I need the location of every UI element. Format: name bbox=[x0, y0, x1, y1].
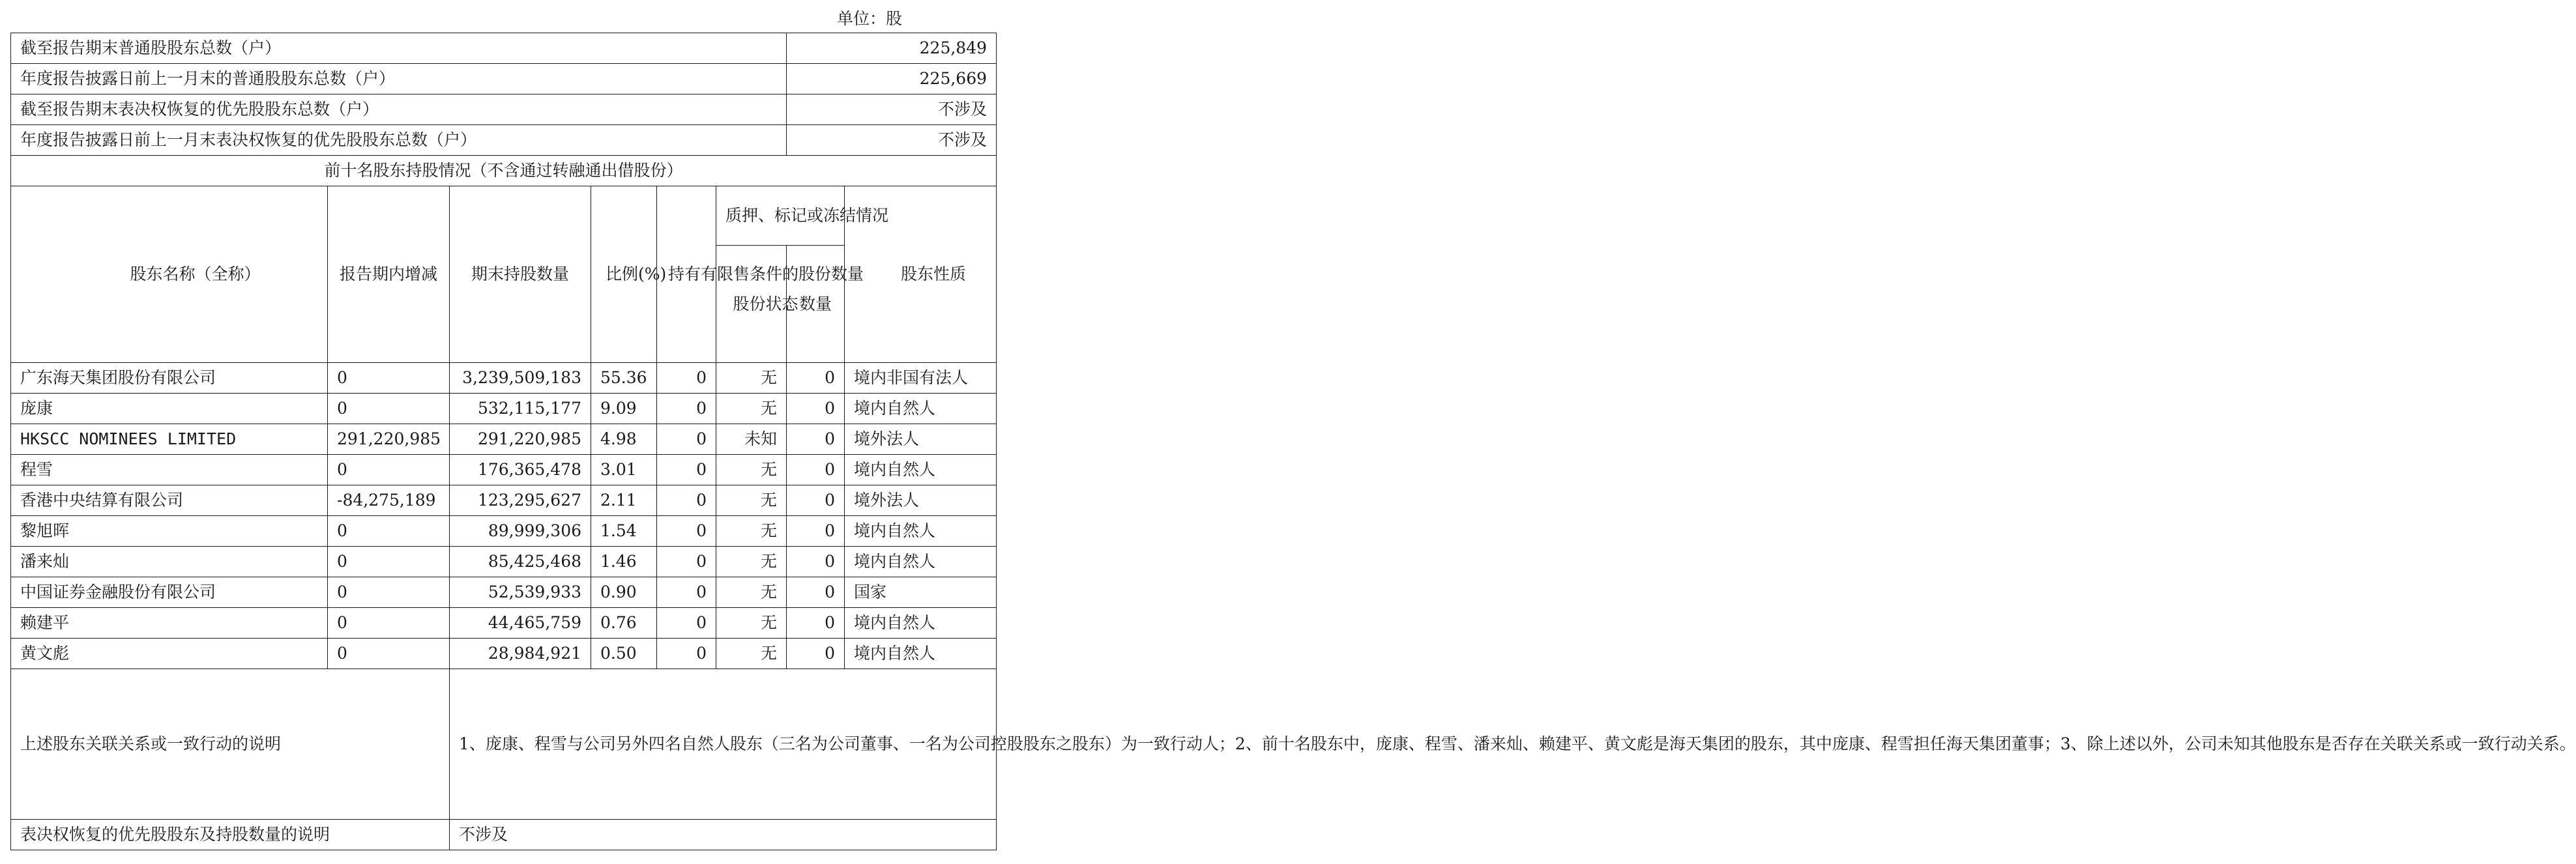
shareholder-holding: 532,115,177 bbox=[450, 394, 591, 424]
shareholder-change: 0 bbox=[328, 363, 450, 394]
shareholder-nature: 境内自然人 bbox=[845, 516, 997, 547]
shareholder-ratio: 3.01 bbox=[591, 455, 657, 485]
table-row bbox=[11, 455, 997, 485]
shareholder-nature: 境外法人 bbox=[845, 424, 997, 455]
summary-label: 年度报告披露日前上一月末的普通股股东总数（户） bbox=[11, 64, 787, 94]
shareholder-nature: 境内自然人 bbox=[845, 455, 997, 485]
table-row bbox=[11, 363, 997, 394]
header-share-status: 股份状态 bbox=[716, 246, 787, 363]
unit-label: 单位：股 bbox=[837, 9, 903, 28]
summary-row bbox=[11, 33, 997, 64]
table-row bbox=[11, 608, 997, 639]
shareholder-change: -84,275,189 bbox=[328, 485, 450, 516]
shareholder-share-status: 无 bbox=[716, 455, 787, 485]
shareholder-quantity: 0 bbox=[787, 455, 845, 485]
shareholder-ratio: 4.98 bbox=[591, 424, 657, 455]
header-quantity: 数量 bbox=[787, 246, 845, 363]
table-row bbox=[11, 639, 997, 669]
summary-row bbox=[11, 125, 997, 156]
shareholder-name: 庞康 bbox=[11, 394, 328, 424]
shareholder-ratio: 55.36 bbox=[591, 363, 657, 394]
shareholder-restricted: 0 bbox=[657, 485, 716, 516]
summary-row bbox=[11, 94, 997, 125]
summary-value: 225,669 bbox=[787, 64, 997, 94]
table-row bbox=[11, 394, 997, 424]
section-title-row bbox=[11, 156, 997, 186]
shareholder-name: 广东海天集团股份有限公司 bbox=[11, 363, 328, 394]
shareholder-ratio: 1.46 bbox=[591, 547, 657, 577]
summary-value: 不涉及 bbox=[787, 94, 997, 125]
shareholder-ratio: 1.54 bbox=[591, 516, 657, 547]
summary-label: 截至报告期末表决权恢复的优先股股东总数（户） bbox=[11, 94, 787, 125]
shareholder-restricted: 0 bbox=[657, 608, 716, 639]
shareholder-restricted: 0 bbox=[657, 547, 716, 577]
shareholder-holding: 89,999,306 bbox=[450, 516, 591, 547]
shareholder-share-status: 无 bbox=[716, 608, 787, 639]
summary-value: 225,849 bbox=[787, 33, 997, 64]
shareholder-change: 0 bbox=[328, 516, 450, 547]
note-row bbox=[11, 669, 997, 820]
table-row bbox=[11, 516, 997, 547]
shareholder-share-status: 无 bbox=[716, 577, 787, 608]
shareholder-nature: 境内自然人 bbox=[845, 394, 997, 424]
summary-label: 年度报告披露日前上一月末表决权恢复的优先股股东总数（户） bbox=[11, 125, 787, 156]
shareholder-holding: 291,220,985 bbox=[450, 424, 591, 455]
shareholder-nature: 境内自然人 bbox=[845, 639, 997, 669]
shareholder-quantity: 0 bbox=[787, 485, 845, 516]
shareholder-change: 0 bbox=[328, 608, 450, 639]
summary-label: 截至报告期末普通股股东总数（户） bbox=[11, 33, 787, 64]
shareholder-share-status: 无 bbox=[716, 363, 787, 394]
header-name: 股东名称（全称） bbox=[11, 186, 328, 363]
header-pledge-group: 质押、标记或冻结情况 bbox=[716, 186, 845, 246]
shareholder-nature: 境外法人 bbox=[845, 485, 997, 516]
shareholder-change: 0 bbox=[328, 639, 450, 669]
shareholder-quantity: 0 bbox=[787, 608, 845, 639]
table-row bbox=[11, 577, 997, 608]
summary-row bbox=[11, 64, 997, 94]
header-restricted: 持有有限售条件的股份数量 bbox=[657, 186, 716, 363]
header-change: 报告期内增减 bbox=[328, 186, 450, 363]
table-row bbox=[11, 485, 997, 516]
shareholder-share-status: 无 bbox=[716, 394, 787, 424]
shareholder-ratio: 0.90 bbox=[591, 577, 657, 608]
shareholder-quantity: 0 bbox=[787, 639, 845, 669]
shareholder-ratio: 0.76 bbox=[591, 608, 657, 639]
note-text: 1、庞康、程雪与公司另外四名自然人股东（三名为公司董事、一名为公司控股股东之股东）为一致行动人；2、前十名股东中，庞康、程雪、潘来灿、赖建平、黄文彪是海天集团的股东，其中庞康、程雪担任海天集团董事；3、除上述以外，公司未知其他股东是否存在关联关系或一致行动关系。 bbox=[450, 669, 997, 820]
header-row-1 bbox=[11, 186, 997, 246]
shareholder-ratio: 2.11 bbox=[591, 485, 657, 516]
shareholder-holding: 28,984,921 bbox=[450, 639, 591, 669]
shareholder-restricted: 0 bbox=[657, 363, 716, 394]
shareholder-holding: 123,295,627 bbox=[450, 485, 591, 516]
shareholder-table bbox=[10, 33, 2576, 850]
shareholder-restricted: 0 bbox=[657, 424, 716, 455]
shareholder-restricted: 0 bbox=[657, 455, 716, 485]
header-ratio: 比例(%) bbox=[591, 186, 657, 363]
shareholder-nature: 境内非国有法人 bbox=[845, 363, 997, 394]
note-text: 不涉及 bbox=[450, 820, 997, 850]
shareholder-change: 0 bbox=[328, 547, 450, 577]
shareholder-nature: 国家 bbox=[845, 577, 997, 608]
shareholder-restricted: 0 bbox=[657, 394, 716, 424]
table-row bbox=[11, 547, 997, 577]
shareholder-nature: 境内自然人 bbox=[845, 608, 997, 639]
shareholder-share-status: 无 bbox=[716, 485, 787, 516]
header-nature: 股东性质 bbox=[845, 186, 997, 363]
shareholder-holding: 85,425,468 bbox=[450, 547, 591, 577]
shareholder-holding: 176,365,478 bbox=[450, 455, 591, 485]
shareholder-share-status: 无 bbox=[716, 547, 787, 577]
shareholder-share-status: 未知 bbox=[716, 424, 787, 455]
shareholder-quantity: 0 bbox=[787, 547, 845, 577]
shareholder-restricted: 0 bbox=[657, 639, 716, 669]
shareholder-change: 0 bbox=[328, 577, 450, 608]
shareholder-ratio: 0.50 bbox=[591, 639, 657, 669]
shareholder-name: 程雪 bbox=[11, 455, 328, 485]
shareholder-restricted: 0 bbox=[657, 516, 716, 547]
shareholder-name: 中国证券金融股份有限公司 bbox=[11, 577, 328, 608]
shareholder-change: 0 bbox=[328, 394, 450, 424]
shareholder-quantity: 0 bbox=[787, 424, 845, 455]
header-holding: 期末持股数量 bbox=[450, 186, 591, 363]
shareholder-nature: 境内自然人 bbox=[845, 547, 997, 577]
note-label: 表决权恢复的优先股股东及持股数量的说明 bbox=[11, 820, 450, 850]
shareholder-share-status: 无 bbox=[716, 516, 787, 547]
shareholder-holding: 3,239,509,183 bbox=[450, 363, 591, 394]
summary-value: 不涉及 bbox=[787, 125, 997, 156]
shareholder-quantity: 0 bbox=[787, 577, 845, 608]
shareholder-name: 赖建平 bbox=[11, 608, 328, 639]
shareholder-name: 香港中央结算有限公司 bbox=[11, 485, 328, 516]
note-row bbox=[11, 820, 997, 850]
shareholder-name: HKSCC NOMINEES LIMITED bbox=[11, 424, 328, 455]
shareholder-ratio: 9.09 bbox=[591, 394, 657, 424]
shareholder-share-status: 无 bbox=[716, 639, 787, 669]
shareholder-quantity: 0 bbox=[787, 394, 845, 424]
table-row bbox=[11, 424, 997, 455]
shareholder-holding: 44,465,759 bbox=[450, 608, 591, 639]
shareholder-restricted: 0 bbox=[657, 577, 716, 608]
shareholder-name: 黄文彪 bbox=[11, 639, 328, 669]
note-label: 上述股东关联关系或一致行动的说明 bbox=[11, 669, 450, 820]
shareholder-change: 0 bbox=[328, 455, 450, 485]
section-title: 前十名股东持股情况（不含通过转融通出借股份） bbox=[11, 156, 997, 186]
shareholder-quantity: 0 bbox=[787, 516, 845, 547]
shareholder-quantity: 0 bbox=[787, 363, 845, 394]
shareholder-change: 291,220,985 bbox=[328, 424, 450, 455]
shareholder-name: 潘来灿 bbox=[11, 547, 328, 577]
shareholder-holding: 52,539,933 bbox=[450, 577, 591, 608]
shareholder-name: 黎旭晖 bbox=[11, 516, 328, 547]
